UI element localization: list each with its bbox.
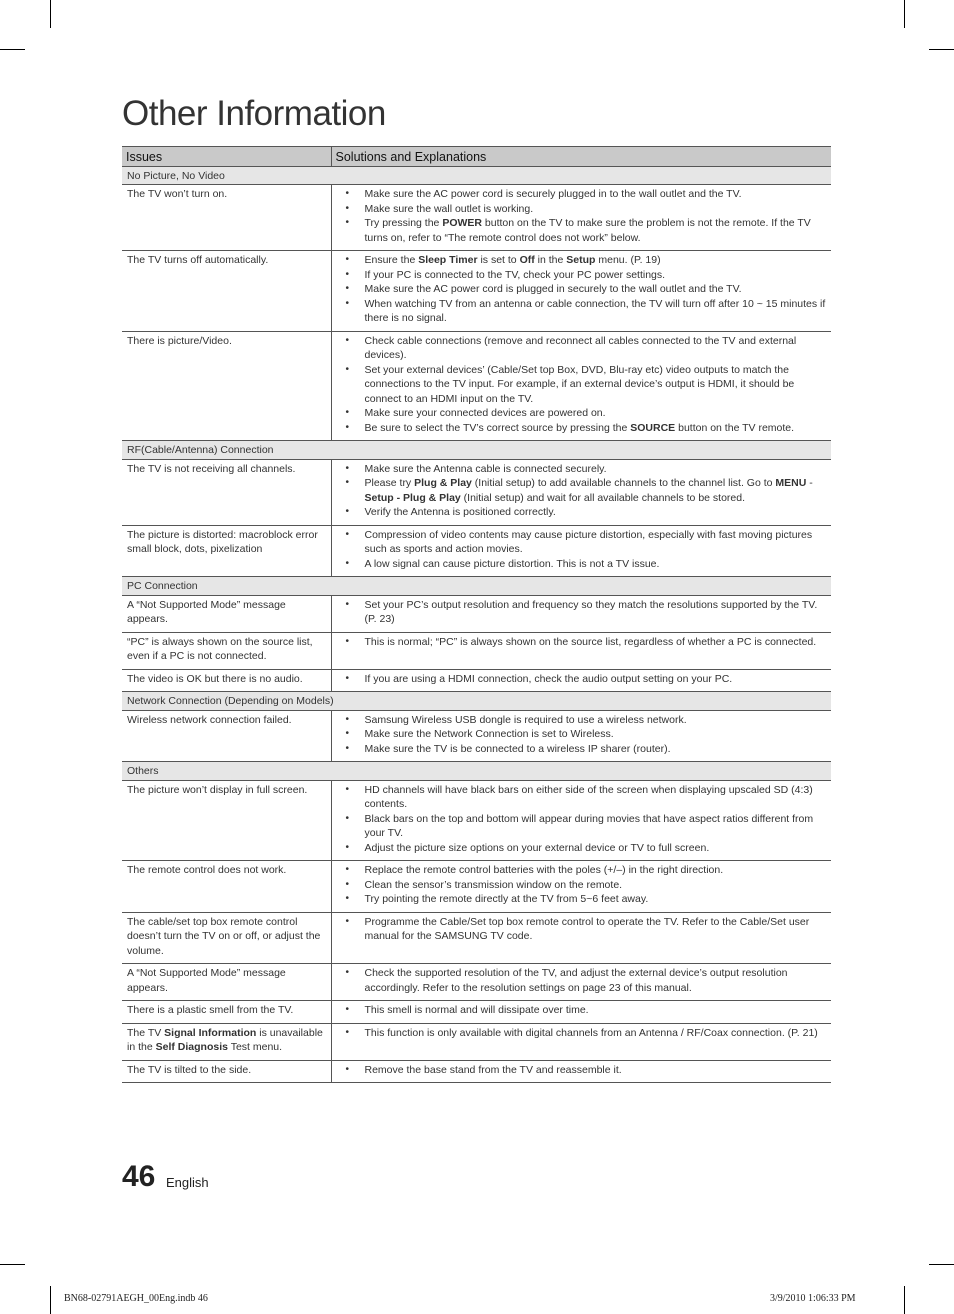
bold-term: Sleep Timer (418, 254, 478, 266)
text-run: in the (534, 254, 567, 266)
text-run: Samsung Wireless USB dongle is required to use a wireless network. (364, 713, 687, 726)
solution-item (337, 253, 827, 268)
category-row (122, 692, 831, 711)
page-number: 46 (122, 1160, 156, 1193)
text-run: The cable/set top box remote control doesn’t turn the TV on or off, or adjust the volume. (127, 915, 321, 957)
text-run: menu. (P. 19) (595, 254, 661, 266)
solution-cell (331, 1023, 831, 1060)
bold-term: Off (519, 254, 535, 266)
issue-cell (122, 780, 331, 861)
solution-cell (331, 459, 831, 525)
issue-cell (122, 964, 331, 1001)
solution-item (337, 268, 827, 283)
solution-item (337, 505, 827, 520)
crop-mark (929, 49, 954, 50)
category-row (122, 441, 831, 460)
solution-list (337, 863, 827, 907)
text-run: Be sure to select the TV’s correct source by pressing the (364, 421, 631, 434)
solution-item (337, 878, 827, 893)
solution-item (337, 713, 827, 728)
solution-cell (331, 964, 831, 1001)
solution-list (337, 915, 827, 944)
solution-list (337, 635, 827, 650)
text-run: (Initial setup) and wait for all available channels to be stored. (460, 491, 746, 504)
solution-item (337, 915, 827, 944)
solution-item (337, 528, 827, 557)
category-row (122, 762, 831, 781)
crop-mark (50, 0, 51, 28)
header-solutions: Solutions and Explanations (331, 147, 831, 167)
solution-item (337, 334, 827, 363)
solution-item (337, 672, 827, 687)
text-run: Try pointing the remote directly at the TV from 5~6 feet away. (364, 893, 649, 905)
solution-cell (331, 710, 831, 762)
solution-cell (331, 669, 831, 692)
solution-item (337, 282, 827, 297)
text-run: - (806, 477, 813, 489)
issue-cell (122, 669, 331, 692)
text-run: Please try (364, 477, 415, 489)
category-label: RF(Cable/Antenna) Connection (122, 441, 831, 460)
solution-cell (331, 185, 831, 251)
text-run: Set your PC’s output resolution and frequency so they match the resolutions supported by the TV. (P. 23) (364, 598, 818, 625)
text-run: Make sure the wall outlet is working. (364, 202, 534, 215)
text-run: When watching TV from an antenna or cable connection, the TV will turn off after 10 ~ 15 minutes if there is no signal. (364, 297, 826, 324)
text-run: Make sure the TV is be connected to a wireless IP sharer (router). (364, 742, 671, 755)
category-label: Network Connection (Depending on Models) (122, 692, 831, 711)
text-run: “PC” is always shown on the source list, even if a PC is not connected. (127, 635, 313, 662)
header-issues: Issues (122, 147, 331, 167)
crop-mark (929, 1264, 954, 1265)
solution-list (337, 1003, 827, 1018)
text-run: This is normal; “PC” is always shown on the source list, regardless of whether a PC is connected. (364, 635, 817, 648)
text-run: button on the TV remote. (675, 421, 795, 434)
solution-item (337, 476, 827, 505)
solution-list (337, 462, 827, 520)
category-label: PC Connection (122, 577, 831, 596)
table-body (122, 166, 831, 1083)
solution-item (337, 742, 827, 757)
text-run: Make sure the AC power cord is securely plugged in to the wall outlet and the TV. (364, 188, 742, 200)
solution-item (337, 1026, 827, 1041)
solution-cell (331, 1060, 831, 1083)
issue-cell (122, 525, 331, 577)
text-run: HD channels will have black bars on either side of the screen when displaying upscaled SD (4:3) contents. (364, 783, 813, 810)
table-row (122, 525, 831, 577)
issue-cell (122, 1060, 331, 1083)
text-run: Programme the Cable/Set top box remote control to operate the TV. Refer to the Cable/Set user manual for the SAMSUNG TV code. (364, 915, 810, 942)
solution-item (337, 635, 827, 650)
table-row (122, 1060, 831, 1083)
text-run: Make sure the Antenna cable is connected securely. (364, 462, 607, 475)
text-run: There is picture/Video. (127, 334, 232, 347)
issue-cell (122, 185, 331, 251)
text-run: Compression of video contents may cause picture distortion, especially with fast moving pictures such as sports and action movies. (364, 528, 813, 555)
text-run: is unavailable in the (127, 1026, 323, 1053)
solution-list (337, 672, 827, 687)
table-row (122, 632, 831, 669)
solution-list (337, 783, 827, 856)
bold-term: Setup - Plug & Play (364, 491, 461, 504)
text-run: If your PC is connected to the TV, check your PC power settings. (364, 268, 666, 281)
text-run: Check cable connections (remove and reconnect all cables connected to the TV and external devices). (364, 334, 797, 361)
solution-item (337, 557, 827, 572)
solution-list (337, 334, 827, 436)
solution-item (337, 297, 827, 326)
solution-list (337, 528, 827, 572)
issue-cell (122, 459, 331, 525)
table-row (122, 1001, 831, 1024)
bold-term: MENU (775, 477, 807, 489)
solution-list (337, 713, 827, 757)
text-run: (Initial setup) to add available channels to the channel list. Go to (471, 477, 776, 489)
issue-cell (122, 595, 331, 632)
page-language: English (166, 1175, 209, 1190)
issue-cell (122, 331, 331, 441)
footer-date: 3/9/2010 1:06:33 PM (770, 1293, 856, 1304)
solution-cell (331, 251, 831, 332)
text-run: Ensure the (364, 254, 419, 266)
bold-term: POWER (442, 217, 482, 229)
table-row (122, 964, 831, 1001)
text-run: is set to (477, 254, 520, 266)
solution-item (337, 598, 827, 627)
table-row (122, 780, 831, 861)
text-run: Check the supported resolution of the TV, and adjust the external device’s output resolution accordingly. Refer to the resolution settings on page 23 of this manual. (364, 967, 788, 994)
text-run: This function is only available with digital channels from an Antenna / RF/Coax connection. (P. 21) (364, 1026, 818, 1039)
text-run: Remove the base stand from the TV and reassemble it. (364, 1063, 622, 1076)
text-run: A “Not Supported Mode” message appears. (127, 598, 286, 625)
page-title: Other Information (122, 94, 386, 133)
solution-item (337, 1063, 827, 1078)
solution-item (337, 1003, 827, 1018)
table-header-row (122, 147, 831, 167)
solution-item (337, 406, 827, 421)
crop-mark (904, 1286, 905, 1314)
issue-cell (122, 861, 331, 913)
bold-term: Setup (566, 254, 596, 266)
solution-cell (331, 861, 831, 913)
solution-list (337, 966, 827, 995)
text-run: If you are using a HDMI connection, check the audio output setting on your PC. (364, 672, 733, 685)
text-run: The TV is tilted to the side. (127, 1063, 252, 1076)
text-run: The video is OK but there is no audio. (127, 672, 303, 685)
solution-list (337, 187, 827, 245)
text-run: Clean the sensor’s transmission window on the remote. (364, 878, 623, 891)
text-run: Make sure your connected devices are powered on. (364, 407, 606, 419)
text-run: This smell is normal and will dissipate over time. (364, 1004, 589, 1016)
solution-cell (331, 525, 831, 577)
bold-term: Self Diagnosis (155, 1041, 228, 1053)
text-run: Wireless network connection failed. (127, 713, 292, 726)
solution-list (337, 1063, 827, 1078)
table-row (122, 185, 831, 251)
issue-cell (122, 1001, 331, 1024)
text-run: Set your external devices’ (Cable/Set top Box, DVD, Blu-ray etc) video outputs to match the connections to the TV input. For example, if an external device’s output is HDMI, it should be connect to an HDMI input on the TV. (364, 363, 795, 405)
text-run: The TV is not receiving all channels. (127, 462, 296, 475)
text-run: Make sure the Network Connection is set to Wireless. (364, 728, 614, 740)
solution-item (337, 363, 827, 407)
table-row (122, 459, 831, 525)
table-row (122, 1023, 831, 1060)
text-run: Black bars on the top and bottom will appear during movies that have aspect ratios different from your TV. (364, 812, 814, 839)
table-row (122, 861, 831, 913)
text-run: Make sure the AC power cord is plugged in securely to the wall outlet and the TV. (364, 283, 742, 295)
issue-cell (122, 632, 331, 669)
table-row (122, 912, 831, 964)
troubleshooting-table (122, 146, 831, 1083)
table-row (122, 251, 831, 332)
text-run: Replace the remote control batteries with the poles (+/–) in the right direction. (364, 864, 724, 876)
solution-cell (331, 1001, 831, 1024)
table-row (122, 710, 831, 762)
solution-item (337, 892, 827, 907)
solution-cell (331, 780, 831, 861)
text-run: The picture is distorted: macroblock error small block, dots, pixelization (127, 528, 318, 555)
text-run: The TV won’t turn on. (127, 188, 228, 200)
issue-cell (122, 710, 331, 762)
solution-list (337, 598, 827, 627)
issue-cell (122, 1023, 331, 1060)
text-run: The remote control does not work. (127, 864, 287, 876)
solution-item (337, 783, 827, 812)
crop-mark (0, 49, 25, 50)
text-run: Verify the Antenna is positioned correctly. (364, 506, 556, 518)
bold-term: Plug & Play (414, 477, 472, 489)
category-label: No Picture, No Video (122, 166, 831, 185)
crop-mark (0, 1264, 25, 1265)
text-run: Try pressing the (364, 217, 443, 229)
solution-cell (331, 331, 831, 441)
text-run: Adjust the picture size options on your external device or TV to full screen. (364, 841, 710, 854)
solution-item (337, 966, 827, 995)
text-run: The TV turns off automatically. (127, 254, 269, 266)
issue-cell (122, 912, 331, 964)
footer-file-name: BN68-02791AEGH_00Eng.indb 46 (64, 1293, 208, 1304)
category-row (122, 577, 831, 596)
solution-cell (331, 632, 831, 669)
text-run: A “Not Supported Mode” message appears. (127, 967, 286, 994)
bold-term: Signal Information (164, 1026, 257, 1039)
solution-item (337, 462, 827, 477)
text-run: Test menu. (227, 1041, 283, 1053)
text-run: button on the TV to make sure the problem is not the remote. If the TV turns on, refer to “The remote control does not work” below. (364, 217, 811, 244)
text-run: The TV (127, 1026, 165, 1039)
solution-item (337, 421, 827, 436)
solution-item (337, 841, 827, 856)
table-row (122, 595, 831, 632)
bold-term: SOURCE (630, 421, 676, 434)
table-row (122, 331, 831, 441)
solution-item (337, 812, 827, 841)
crop-mark (904, 0, 905, 28)
solution-item (337, 863, 827, 878)
text-run: A low signal can cause picture distortion. This is not a TV issue. (364, 557, 660, 570)
category-label: Others (122, 762, 831, 781)
solution-cell (331, 595, 831, 632)
solution-item (337, 216, 827, 245)
category-row (122, 166, 831, 185)
solution-list (337, 253, 827, 326)
text-run: There is a plastic smell from the TV. (127, 1004, 294, 1016)
solution-item (337, 187, 827, 202)
solution-item (337, 727, 827, 742)
issue-cell (122, 251, 331, 332)
table-row (122, 669, 831, 692)
solution-item (337, 202, 827, 217)
solution-list (337, 1026, 827, 1041)
text-run: The picture won’t display in full screen. (127, 783, 308, 796)
solution-cell (331, 912, 831, 964)
crop-mark (50, 1286, 51, 1314)
